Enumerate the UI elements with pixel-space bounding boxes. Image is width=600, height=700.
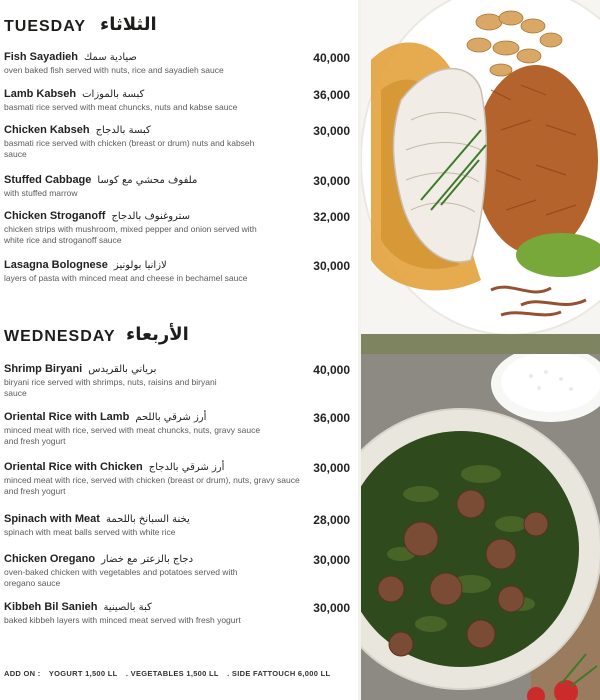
menu-item [4,210,350,246]
item-name-ar: ستروغنوف بالدجاج [111,211,190,222]
day-title-ar: الثلاثاء [100,14,157,35]
menu-item [4,461,350,497]
item-name-ar: برياني بالقريدس [88,364,157,375]
item-description: with stuffed marrow [4,188,78,198]
item-price: 36,000 [313,88,350,102]
item-price: 30,000 [313,259,350,273]
add-on-item: . VEGETABLES 1,500 LL [125,669,219,678]
item-price: 30,000 [313,174,350,188]
item-title [4,363,350,375]
item-description: chicken strips with mushroom, mixed pepper and onion served with white rice and stroganoff sauce [4,224,257,245]
item-price: 30,000 [313,601,350,615]
item-name-ar: صيادية سمك [83,52,137,63]
item-price: 36,000 [313,411,350,425]
item-description: layers of pasta with minced meat and cheese in bechamel sauce [4,273,248,283]
day-title-en: WEDNESDAY [4,328,116,345]
add-on-label: ADD ON : [4,669,41,678]
item-name-ar: يخنة السبانخ باللحمة [105,514,190,525]
menu-item [4,513,350,538]
photo-fish-sayadieh [361,0,600,334]
add-on-item: . SIDE FATTOUCH 6,000 LL [227,669,331,678]
item-price: 40,000 [313,363,350,377]
item-name-en: Oriental Rice with Chicken [4,461,143,473]
item-name-ar: ملفوف محشي مع كوسا [97,175,198,186]
item-title [4,51,350,63]
item-title [4,601,350,613]
day-title-ar: الأربعاء [126,324,189,345]
item-description: minced meat with rice, served with chicken (breast or drum), nuts, gravy sauce and fresh yogurt [4,475,300,496]
item-name-ar: أرز شرقي باللحم [135,412,207,423]
day-header-tuesday [4,14,354,44]
item-name-ar: كبسة بالموزات [82,89,145,100]
menu-item [4,51,350,76]
item-name-en: Chicken Stroganoff [4,210,106,222]
item-price: 30,000 [313,461,350,475]
item-name-en: Oriental Rice with Lamb [4,411,130,423]
item-price: 30,000 [313,124,350,138]
menu-item [4,174,350,199]
item-name-ar: أرز شرقي بالدجاج [148,462,225,473]
item-price: 28,000 [313,513,350,527]
item-name-en: Spinach with Meat [4,513,100,525]
item-description: biryani rice served with shrimps, nuts, raisins and biryani sauce [4,377,217,398]
photo-column [361,0,600,700]
day-title-en: TUESDAY [4,18,86,35]
item-name-en: Lamb Kabseh [4,88,77,100]
item-name-en: Lasagna Bolognese [4,259,108,271]
item-name-ar: كبة بالصينية [103,602,152,613]
item-price: 30,000 [313,553,350,567]
item-price: 32,000 [313,210,350,224]
item-name-ar: لازانيا بولونيز [113,260,167,271]
item-name-en: Chicken Oregano [4,553,96,565]
item-description: oven-baked chicken with vegetables and potatoes served with oregano sauce [4,567,238,588]
photo-separator-band [361,334,600,354]
item-title [4,210,350,222]
menu-item [4,259,350,284]
item-price: 40,000 [313,51,350,65]
item-name-ar: دجاج بالزعتر مع خضار [101,554,194,565]
item-title [4,411,350,423]
item-title [4,124,350,136]
item-description: spinach with meat balls served with white rice [4,527,176,537]
menu-item [4,88,350,113]
item-name-en: Chicken Kabseh [4,124,90,136]
item-description: basmati rice served with chicken (breast or drum) nuts and kabseh sauce [4,138,255,159]
menu-item [4,411,350,447]
item-title [4,553,350,565]
add-on-item: YOGURT 1,500 LL [48,669,118,678]
item-title [4,174,350,186]
add-on-line [4,669,336,678]
item-title [4,513,350,525]
menu-item [4,601,350,626]
day-header-wednesday [4,324,354,354]
menu-item [4,363,350,399]
menu-item [4,553,350,589]
item-name-en: Shrimp Biryani [4,363,83,375]
menu-item [4,124,350,160]
item-description: baked kibbeh layers with minced meat served with fresh yogurt [4,615,241,625]
item-name-en: Kibbeh Bil Sanieh [4,601,98,613]
photo-spinach-with-meat [361,354,600,700]
item-title [4,259,350,271]
item-name-ar: كبسة بالدجاج [95,125,151,136]
item-description: minced meat with rice, served with meat chuncks, nuts, gravy sauce and fresh yogurt [4,425,261,446]
item-title [4,88,350,100]
item-description: oven baked fish served with nuts, rice and sayadieh sauce [4,65,224,75]
item-name-en: Fish Sayadieh [4,51,78,63]
item-title [4,461,350,473]
item-name-en: Stuffed Cabbage [4,174,92,186]
item-description: basmati rice served with meat chuncks, nuts and kabse sauce [4,102,238,112]
